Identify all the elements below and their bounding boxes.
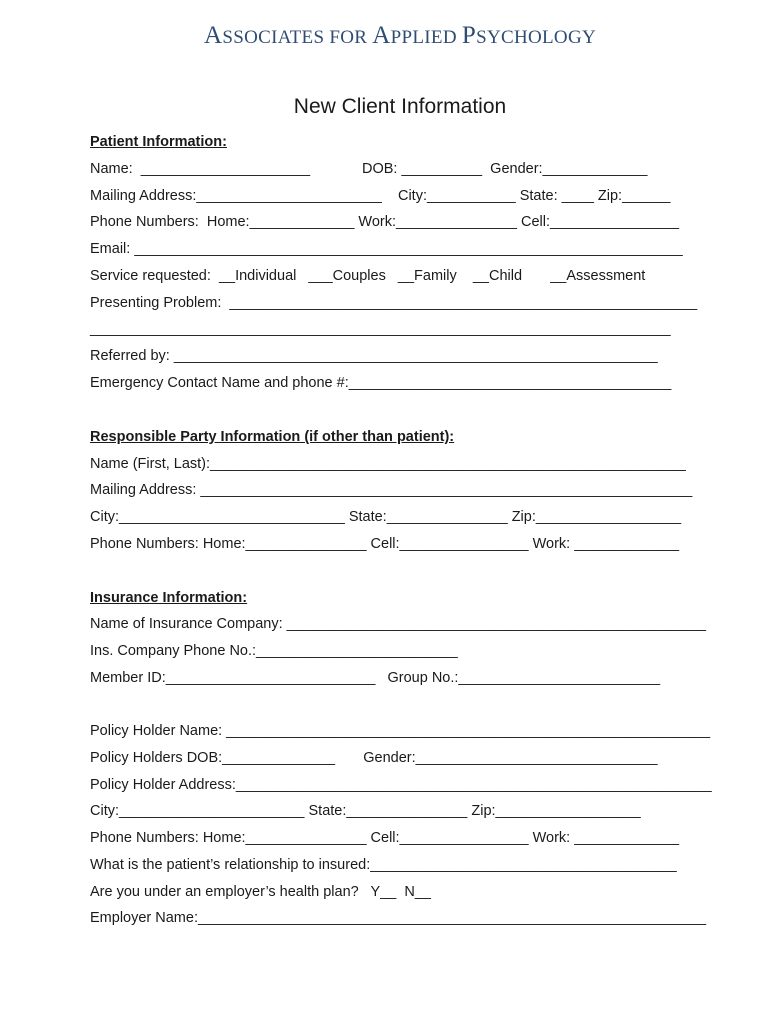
referred-by-field[interactable]: Referred by: ____________________________________________________________ bbox=[90, 348, 658, 364]
insurance-company-phone-field[interactable]: Ins. Company Phone No.:_________________________ bbox=[90, 643, 458, 659]
patient-dob-gender-field[interactable]: DOB: __________ Gender:_____________ bbox=[362, 161, 648, 177]
responsible-mailing-field[interactable]: Mailing Address: _____________________________________________________________ bbox=[90, 482, 693, 498]
patient-email-field[interactable]: Email: ____________________________________________________________________ bbox=[90, 241, 683, 257]
insurance-company-field[interactable]: Name of Insurance Company: ____________________________________________________ bbox=[90, 616, 706, 632]
responsible-city-state-zip-field[interactable]: City:____________________________ State:_______________ Zip:__________________ bbox=[90, 509, 682, 525]
patient-name-field[interactable]: Name: _____________________ bbox=[90, 161, 311, 177]
org-initial: A bbox=[372, 22, 391, 49]
policy-holder-name-field[interactable]: Policy Holder Name: ____________________________________________________________ bbox=[90, 723, 711, 739]
employer-name-field[interactable]: Employer Name:_______________________________________________________________ bbox=[90, 910, 707, 926]
responsible-party-heading: Responsible Party Information (if other than patient): bbox=[90, 429, 455, 445]
insurance-section-heading: Insurance Information: bbox=[90, 590, 248, 606]
patient-phone-numbers-field[interactable]: Phone Numbers: Home:_____________ Work:_______________ Cell:________________ bbox=[90, 214, 680, 230]
org-word: PPLIED bbox=[390, 27, 462, 48]
service-requested-options[interactable]: Service requested: __Individual ___Couples __Family __Child __Assessment bbox=[90, 268, 646, 284]
responsible-name-field[interactable]: Name (First, Last):___________________________________________________________ bbox=[90, 456, 686, 472]
member-group-id-field[interactable]: Member ID:__________________________ Group No.:_________________________ bbox=[90, 670, 661, 686]
policy-holder-phone-numbers-field[interactable]: Phone Numbers: Home:_______________ Cell:________________ Work: _____________ bbox=[90, 830, 680, 846]
presenting-problem-continued[interactable]: ________________________________________________________________________ bbox=[90, 321, 671, 337]
form-title: New Client Information bbox=[293, 95, 507, 118]
employer-health-plan-field[interactable]: Are you under an employer’s health plan? Y__ N__ bbox=[90, 884, 431, 900]
org-initial: P bbox=[461, 22, 477, 49]
patient-section-heading: Patient Information: bbox=[90, 134, 227, 150]
emergency-contact-field[interactable]: Emergency Contact Name and phone #:________________________________________ bbox=[90, 375, 672, 391]
org-word: SYCHOLOGY bbox=[476, 27, 596, 48]
presenting-problem-field[interactable]: Presenting Problem: __________________________________________________________ bbox=[90, 295, 698, 311]
policy-holder-address-field[interactable]: Policy Holder Address:___________________________________________________________ bbox=[90, 777, 712, 793]
relationship-to-insured-field[interactable]: What is the patient’s relationship to insured:______________________________________ bbox=[90, 857, 677, 873]
patient-mailing-address-field[interactable]: Mailing Address:_______________________ City:___________ State: ____ Zip:______ bbox=[90, 188, 671, 204]
policy-holder-dob-gender-field[interactable]: Policy Holders DOB:______________ Gender:______________________________ bbox=[90, 750, 658, 766]
organization-name bbox=[0, 22, 770, 50]
org-initial: A bbox=[204, 22, 223, 49]
org-word: SSOCIATES FOR bbox=[222, 27, 373, 48]
policy-holder-city-state-zip-field[interactable]: City:_______________________ State:_______________ Zip:__________________ bbox=[90, 803, 641, 819]
responsible-phone-numbers-field[interactable]: Phone Numbers: Home:_______________ Cell:________________ Work: _____________ bbox=[90, 536, 680, 552]
